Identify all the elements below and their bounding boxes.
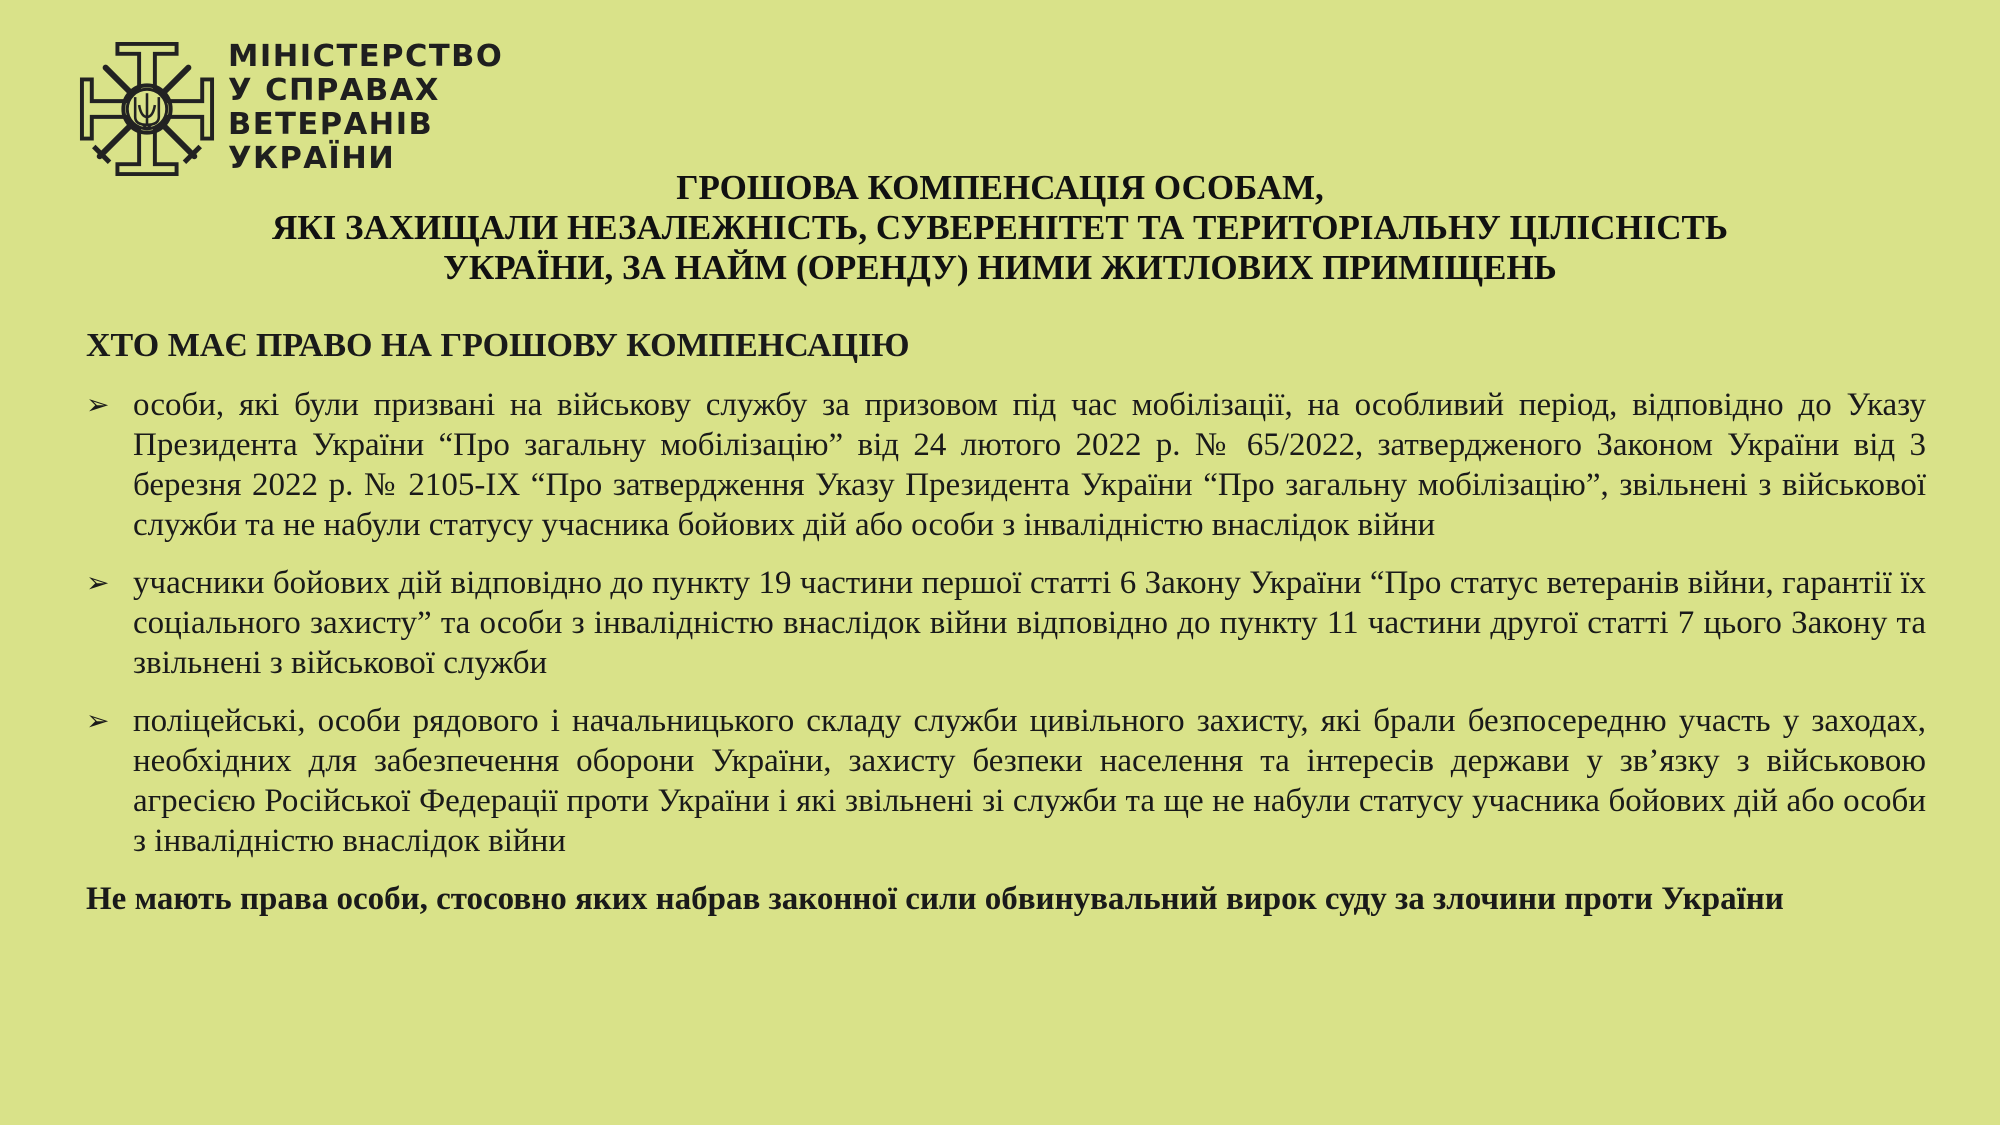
eligibility-list bbox=[86, 385, 1926, 861]
exclusion-note: Не мають права особи, стосовно яких набрав законної сили обвинувальний вирок суду за злочини проти України bbox=[86, 881, 1784, 917]
ministry-veterans-emblem-icon bbox=[78, 40, 216, 178]
ministry-name-line: У СПРАВАХ bbox=[228, 73, 440, 108]
list-item-text: учасники бойових дій відповідно до пункту 19 частини першої статті 6 Закону України “Про статус ветеранів війни, гарантії їх соціального захисту” та особи з інвалідністю внаслідок війни відповідно до пункту 11 частини другої статті 7 цього Закону та звільнені з військової служби bbox=[133, 565, 1926, 681]
list-item bbox=[86, 701, 1926, 861]
list-item-text: поліцейські, особи рядового і начальницького складу служби цивільного захисту, які брали безпосередню участь у заходах, необхідних для забезпечення оборони України, захисту безпеки населення та інтересів держави у зв’язку з військовою агресією Російської Федерації проти України і які звільнені зі служби та ще не набули статусу учасника бойових дій або особи з інвалідністю внаслідок війни bbox=[133, 703, 1926, 859]
list-item-text: особи, які були призвані на військову службу за призовом під час мобілізації, на особливий період, відповідно до Указу Президента України “Про загальну мобілізацію” від 24 лютого 2022 р. № 65/2022, затвердженого Законом України від 3 березня 2022 р. № 2105-IX “Про затвердження Указу Президента України “Про загальну мобілізацію”, звільнені з військової служби та не набули статусу учасника бойових дій або особи з інвалідністю внаслідок війни bbox=[133, 387, 1926, 543]
ministry-logo bbox=[78, 40, 503, 178]
list-item bbox=[86, 563, 1926, 683]
arrow-bullet-icon: ➢ bbox=[86, 388, 110, 421]
ministry-name-line: ВЕТЕРАНІВ bbox=[228, 107, 434, 142]
arrow-bullet-icon: ➢ bbox=[86, 704, 110, 737]
page-title bbox=[0, 168, 2000, 288]
page-title-line: ГРОШОВА КОМПЕНСАЦІЯ ОСОБАМ, bbox=[676, 168, 1324, 207]
list-item bbox=[86, 385, 1926, 545]
section-heading: ХТО МАЄ ПРАВО НА ГРОШОВУ КОМПЕНСАЦІЮ bbox=[86, 327, 910, 364]
main-content bbox=[86, 325, 1926, 919]
ministry-name-line: УКРАЇНИ bbox=[228, 141, 396, 176]
page-title-line: УКРАЇНИ, ЗА НАЙМ (ОРЕНДУ) НИМИ ЖИТЛОВИХ ПРИМІЩЕНЬ bbox=[443, 248, 1557, 287]
ministry-name-line: МІНІСТЕРСТВО bbox=[228, 39, 504, 74]
ministry-name bbox=[228, 40, 503, 176]
page-title-line: ЯКІ ЗАХИЩАЛИ НЕЗАЛЕЖНІСТЬ, СУВЕРЕНІТЕТ ТА ТЕРИТОРІАЛЬНУ ЦІЛІСНІСТЬ bbox=[271, 208, 1729, 247]
arrow-bullet-icon: ➢ bbox=[86, 566, 110, 599]
